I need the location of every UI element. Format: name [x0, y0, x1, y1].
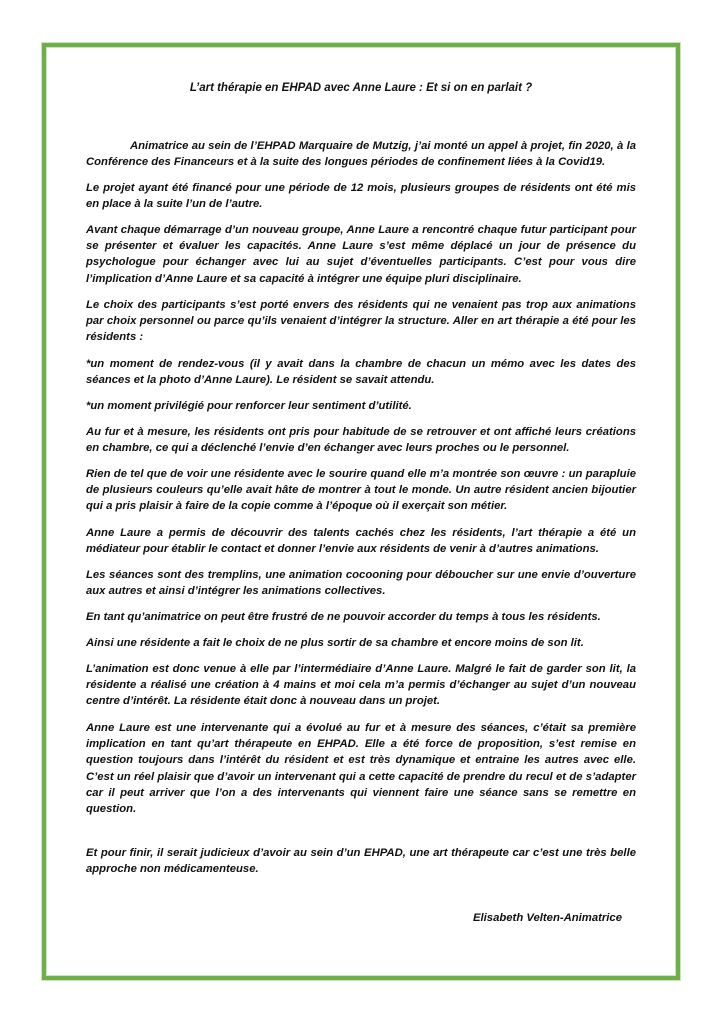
paragraph-talents: Anne Laure a permis de découvrir des talents cachés chez les résidents, l’art thérapie a été un médiateur pour établir le contact et donner l’envie aux résidents de venir à d’autres animations. [86, 527, 636, 556]
paragraph-tremplins: Les séances sont des tremplins, une animation cocooning pour déboucher sur une envie d’ouverture aux autres et ainsi d’intégrer les animations collectives. [86, 569, 636, 598]
paragraph-creations: Au fur et à mesure, les résidents ont pris pour habitude de se retrouver et ont affiché leurs créations en chambre, ce qui a déclenché l’envie d’en échanger avec leurs proches ou le personnel. [86, 426, 636, 455]
document-title: L’art thérapie en EHPAD avec Anne Laure : Et si on en parlait ? [189, 82, 533, 94]
paragraph-smile: Rien de tel que de voir une résidente avec le sourire quand elle m’a montrée son œuvre : un parapluie de plusieurs couleurs qu’elle avait hâte de montrer à tout le monde. Un autre résident ancien bijoutier qui a pris plaisir à faire de la copie comme à l’époque où il exerçait son métier. [86, 468, 636, 513]
paragraph-bullet-utility: *un moment privilégié pour renforcer leur sentiment d’utilité. [86, 400, 412, 412]
paragraph-frustration: En tant qu’animatrice on peut être frustré de ne pouvoir accorder du temps à tous les résidents. [86, 611, 601, 623]
paragraph-participants: Le choix des participants s’est porté envers des résidents qui ne venaient pas trop aux animations par choix personnel ou parce qu’ils venaient d’intégrer la structure. Aller en art thérapie a été pour les résidents : [86, 299, 636, 344]
paragraph-preparation: Avant chaque démarrage d’un nouveau groupe, Anne Laure a rencontré chaque futur participant pour se présenter et évaluer les capacités. Anne Laure s’est même déplacé un jour de présence du psychologue pour échanger avec lui au sujet d’éventuelles participants. C’est pour vous dire l’implication d’Anne Laure et sa capacité à intégrer une équipe pluri disciplinaire. [86, 224, 636, 285]
paragraph-resident-choice: Ainsi une résidente a fait le choix de ne plus sortir de sa chambre et encore moins de son lit. [86, 637, 584, 649]
signature: Elisabeth Velten-Animatrice [473, 912, 622, 924]
paragraph-animation-bed: L’animation est donc venue à elle par l’intermédiaire d’Anne Laure. Malgré le fait de garder son lit, la résidente a réalisé une création à 4 mains et moi cela m’a permis d’échanger au sujet d’un nouveau centre d’intérêt. La résidente était donc à nouveau dans un projet. [86, 663, 636, 708]
paragraph-intro: Animatrice au sein de l’EHPAD Marquaire de Mutzig, j’ai monté un appel à projet, fin 2020, à la Conférence des Financeurs et à la suite des longues périodes de confinement liées à la Covid19. [86, 140, 636, 169]
paragraph-bullet-rendezvous: *un moment de rendez-vous (il y avait dans la chambre de chacun un mémo avec les dates des séances et la photo d’Anne Laure). Le résident se savait attendu. [86, 358, 636, 387]
paragraph-intervenante: Anne Laure est une intervenante qui a évolué au fur et à mesure des séances, c’était sa première implication en tant qu’art thérapeute en EHPAD. Elle a été force de proposition, s’est remise en question toujours dans l’intérêt du résident et est très dynamique et entraine les autres avec elle. C’est un réel plaisir que d’avoir un intervenant qui a cette capacité de prendre du recul et de s’adapter car il peut arriver que l’on a des intervenants qui viennent faire une séance sans se remettre en question. [86, 722, 636, 816]
paragraph-funding: Le projet ayant été financé pour une période de 12 mois, plusieurs groupes de résidents ont été mis en place à la suite l’un de l’autre. [86, 182, 636, 211]
paragraph-conclusion: Et pour finir, il serait judicieux d’avoir au sein d’un EHPAD, une art thérapeute car c’est une très belle approche non médicamenteuse. [86, 847, 636, 876]
